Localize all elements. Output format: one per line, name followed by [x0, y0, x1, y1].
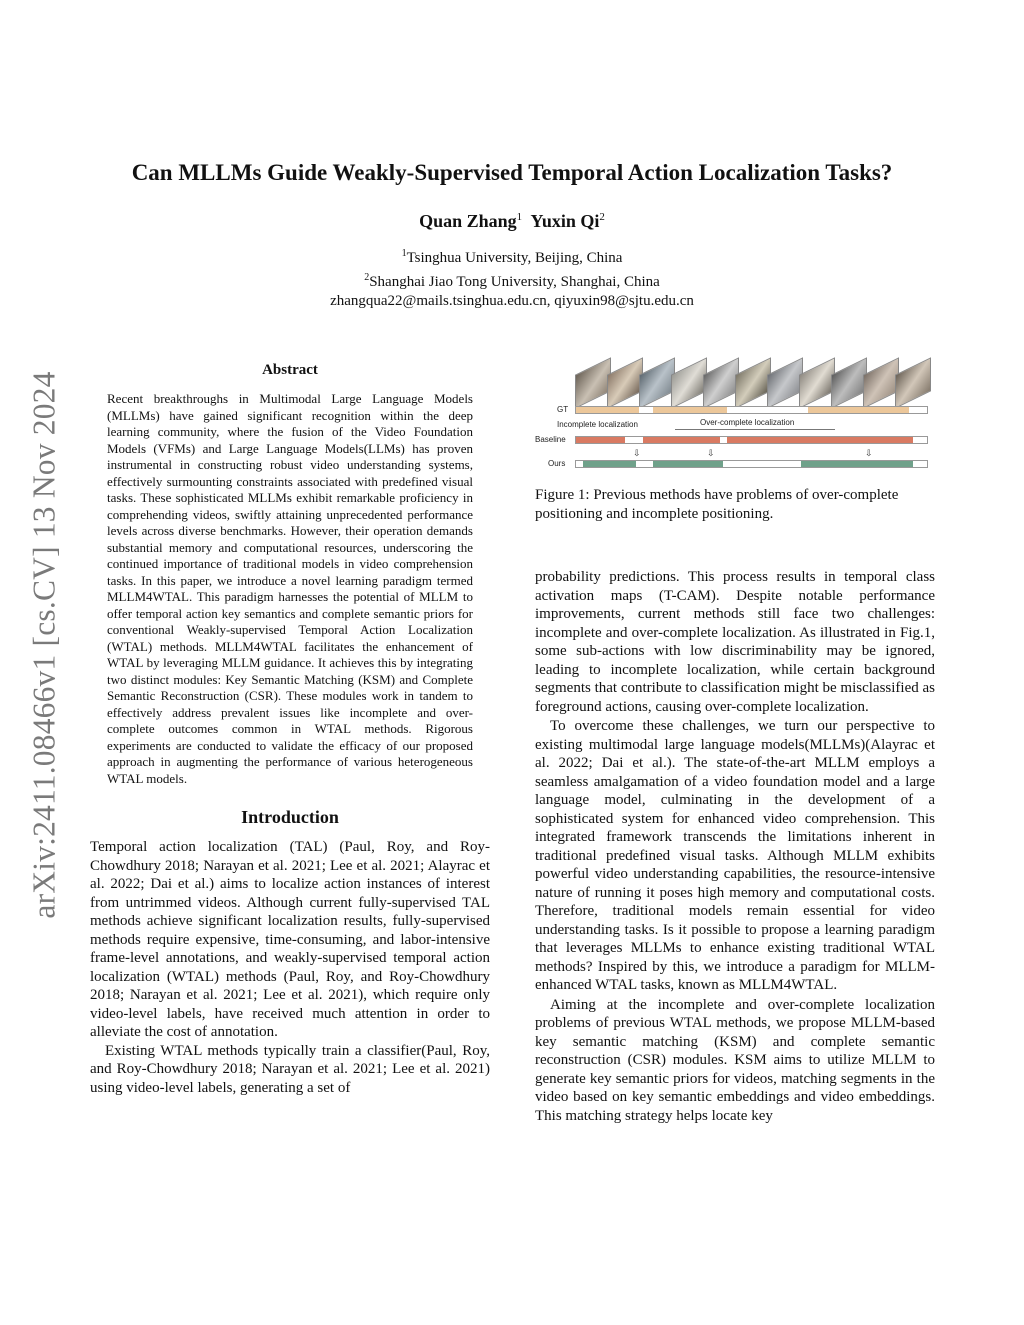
- gt-label: GT: [557, 405, 569, 414]
- intro-paragraph-5: Aiming at the incomplete and over-complete localization problems of previous WTAL methods, we propose MLLM-based key semantic matching (KSM) and complete semantic reconstruction (CSR) modules. KSM aims to utilize MLLM to generate key semantic priors for videos, matching segments in the video based on key semantic embeddings and video embeddings. This matching strategy helps locate key: [535, 996, 935, 1124]
- author-name: Quan Zhang: [419, 211, 517, 231]
- ours-track: [575, 460, 928, 468]
- baseline-segment: [727, 437, 913, 443]
- ours-row: [535, 458, 935, 472]
- ours-segment: [801, 461, 913, 467]
- author-list: [0, 211, 1024, 232]
- author-affil-sup: 1: [516, 211, 523, 223]
- down-arrow-icon: ⇩: [633, 448, 641, 458]
- video-frame-thumbnail: [607, 357, 643, 409]
- intro-paragraph-3: probability predictions. This process results in temporal class activation maps (T-CAM). Despite notable performance improvements, current methods still face two challenges: incomplete and over-complete localization. As illustrated in Fig.1, some sub-actions with low discriminability may be ignored, leading to incomplete localization, while certain background segments that contribute to classification might be misclassified as foreground actions, causing over-complete localization.: [535, 569, 935, 715]
- arxiv-id: arXiv:2411.08466v1 [cs.CV] 13 Nov 2024: [27, 371, 63, 919]
- gt-segment: [576, 407, 639, 413]
- arxiv-side-stamp: [23, 345, 67, 945]
- author-affil-sup: 2: [599, 211, 605, 223]
- intro-paragraph-1: Temporal action localization (TAL) (Paul, Roy, and Roy-Chowdhury 2018; Narayan et al. 2021; Lee et al. 2021; Alayrac et al. 2022; Dai et al.) aims to localize action instances of interest from untrimmed videos. Although current fully-supervised TAL methods achieve significant localization results, fully-supervised methods require expensive, time-consuming, and labor-intensive frame-level annotations, and weakly-supervised temporal action localization (WTAL) methods (Paul, Roy, and Roy-Chowdhury 2018; Narayan et al. 2021; Lee et al. 2021), which require only video-level labels, have received much attention in order to alleviate the cost of annotation.: [90, 839, 490, 1040]
- down-arrow-icon: ⇩: [707, 448, 715, 458]
- ours-segment: [653, 461, 723, 467]
- baseline-row: [535, 434, 935, 448]
- gt-track: [575, 406, 928, 414]
- video-frame-thumbnail: [735, 357, 771, 409]
- video-frame-thumbnail: [767, 357, 803, 409]
- paper-title: Can MLLMs Guide Weakly-Supervised Temporal Action Localization Tasks?: [131, 160, 893, 185]
- arrow-row: [535, 448, 935, 458]
- abstract-heading: Abstract: [262, 362, 318, 378]
- gt-row: [535, 404, 935, 418]
- over-complete-localization-label: Over-complete localization: [700, 418, 795, 427]
- video-frame-thumbnail: [863, 357, 899, 409]
- ours-label: Ours: [548, 459, 566, 468]
- ours-segment: [583, 461, 636, 467]
- affiliation-line: $^2$Shanghai Jiao Tong University, Shanghai, China: [364, 272, 660, 290]
- baseline-track: [575, 436, 928, 444]
- figure-caption: Figure 1: Previous methods have problems of over-complete positioning and incomplete positioning.: [535, 487, 899, 522]
- intro-paragraph-4: To overcome these challenges, we turn our perspective to existing multimodal large language models(MLLMs)(Alayrac et al. 2022; Dai et al.). The state-of-the-art MLLM employs a seamless amalgamation of a video foundation model and a large language model, culminating in the development of a sophisticated system for enhanced video comprehension. This integrated framework transcends the limitations inherent in traditional predefined visual tasks. Although MLLM exhibits powerful video understanding capabilities, the resource-intensive nature of running it poses high memory and computational costs. Therefore, traditional models remain essential for video understanding tasks. Is it possible to propose a learning paradigm that leverages MLLMs to enhance existing traditional WTAL methods? Inspired by this, we introduce a paradigm for MLLM-enhanced WTAL tasks, known as MLLM4WTAL.: [535, 718, 935, 993]
- video-frame-thumbnail: [895, 357, 931, 409]
- abstract-text: Recent breakthroughs in Multimodal Large Language Models (MLLMs) have gained significant recognition within the deep learning community, where the fusion of the Video Foundation Models (VFMs) and Large Language Models(LLMs) has proven instrumental in constructing robust video understanding systems, effectively surmounting constraints associated with predefined visual tasks. These sophisticated MLLMs exhibit remarkable proficiency in comprehending videos, swiftly attaining unprecedented performance levels across diverse benchmarks. However, their operation demands substantial memory and computational resources, underscoring the continued importance of traditional models in video comprehension tasks. In this paper, we introduce a novel learning paradigm termed MLLM4WTAL. This paradigm harnesses the potential of MLLM to offer temporal action key semantics and complete semantic priors for conventional Weakly-supervised Temporal Action Localization (WTAL) methods. MLLM4WTAL facilitates the enhancement of WTAL by leveraging MLLM guidance. It achieves this by integrating two distinct modules: Key Semantic Matching (KSM) and Complete Semantic Reconstruction (CSR). These modules work in tandem to effectively address prevalent issues like incomplete and over-complete outcomes common in WTAL methods. Rigorous experiments are conducted to validate the efficacy of our proposed approach in augmenting the performance of various heterogeneous WTAL models.: [107, 391, 473, 786]
- video-frame-thumbnail: [831, 357, 867, 409]
- video-frame-thumbnail: [703, 357, 739, 409]
- intro-paragraph-2: Existing WTAL methods typically train a classifier(Paul, Roy, and Roy-Chowdhury 2018; Narayan et al. 2021; Lee et al. 2021) using video-level labels, generating a set of: [90, 1042, 490, 1096]
- baseline-segment: [643, 437, 720, 443]
- figure-1: [535, 360, 935, 523]
- affiliation-line: $^1$Tsinghua University, Beijing, China: [401, 248, 623, 266]
- annotation-row: [535, 418, 935, 434]
- author-emails: zhangqua22@mails.tsinghua.edu.cn, qiyuxin98@sjtu.edu.cn: [330, 293, 694, 309]
- video-frame-thumbnail: [639, 357, 675, 409]
- affiliations: [0, 244, 1024, 311]
- baseline-label: Baseline: [535, 435, 566, 444]
- video-frame-thumbnail: [575, 357, 611, 409]
- over-complete-brace: [675, 429, 835, 433]
- video-frame-strip: [575, 360, 935, 404]
- author-name: Yuxin Qi: [530, 211, 600, 231]
- gt-segment: [653, 407, 727, 413]
- down-arrow-icon: ⇩: [865, 448, 873, 458]
- left-column: [90, 362, 490, 1097]
- video-frame-thumbnail: [671, 357, 707, 409]
- incomplete-localization-label: Incomplete localization: [557, 420, 638, 429]
- gt-segment: [808, 407, 910, 413]
- right-column: [535, 568, 935, 1125]
- localization-diagram: [535, 404, 935, 472]
- baseline-segment: [576, 437, 625, 443]
- introduction-heading: Introduction: [241, 807, 339, 827]
- video-frame-thumbnail: [799, 357, 835, 409]
